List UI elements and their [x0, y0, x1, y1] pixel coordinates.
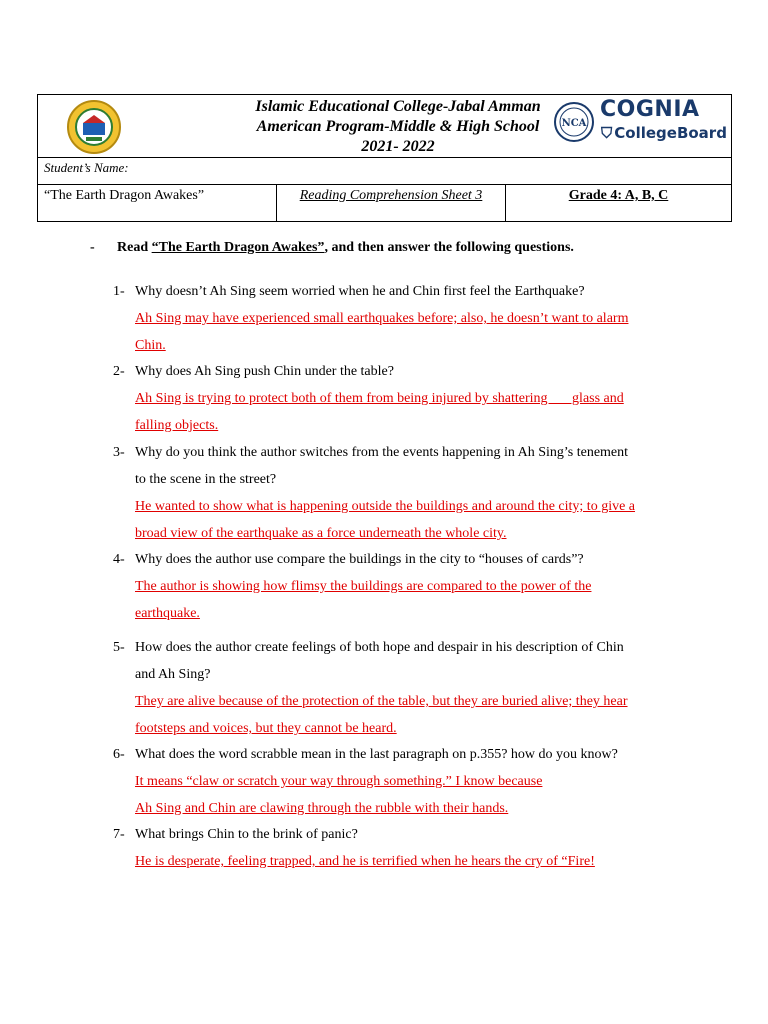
answer-text: broad view of the earthquake as a force underneath the whole city. [135, 526, 507, 541]
answer-text: Ah Sing may have experienced small earthquakes before; also, he doesn’t want to alarm [135, 311, 629, 326]
question-text: Why do you think the author switches from the events happening in Ah Sing’s tenement [135, 445, 629, 460]
school-title [208, 95, 588, 157]
question-number: 2- [113, 364, 125, 379]
question-text: Why doesn’t Ah Sing seem worried when he and Chin first feel the Earthquake? [135, 284, 585, 299]
header-logo-row [38, 95, 732, 158]
answer-text: They are alive because of the protection of the table, but they are buried alive; they hear [135, 694, 628, 709]
question-body [135, 741, 680, 822]
school-seal-icon [66, 99, 122, 155]
collegeboard-label: CollegeBoard [614, 124, 727, 142]
answer-line [135, 600, 680, 627]
answer-text: falling objects. [135, 418, 219, 433]
answer-line [135, 412, 680, 439]
student-name-label: Student’s Name: [44, 160, 129, 175]
answer-text: It means “claw or scratch your way through something.” I know because [135, 774, 543, 789]
answer-text: Ah Sing and Chin are clawing through the rubble with their hands. [135, 801, 509, 816]
question-number: 1- [113, 284, 125, 299]
answer-line [135, 848, 680, 875]
story-title: “The Earth Dragon Awakes” [38, 185, 277, 222]
answer-line [135, 688, 680, 715]
answer-line [135, 520, 680, 547]
instruction-lead: Read [117, 240, 152, 255]
answer-text: Ah Sing is trying to protect both of them from being injured by shattering glass and [135, 391, 624, 406]
answer-line [135, 385, 680, 412]
shield-icon: ⛉ [601, 124, 613, 142]
question-number: 6- [113, 747, 125, 762]
answer-line [135, 795, 680, 822]
school-year: 2021- 2022 [361, 138, 435, 155]
answer-text: earthquake. [135, 606, 200, 621]
program-name: American Program-Middle & High School [256, 118, 540, 135]
question-body [135, 821, 680, 875]
question-body [135, 546, 680, 627]
answer-text: footsteps and voices, but they cannot be heard. [135, 721, 397, 736]
instruction [90, 240, 574, 256]
student-name-row[interactable] [38, 158, 732, 185]
question-text: Why does Ah Sing push Chin under the table? [135, 364, 394, 379]
question-text: Why does the author use compare the buildings in the city to “houses of cards”? [135, 552, 584, 567]
answer-text: Chin. [135, 338, 166, 353]
question-number: 4- [113, 552, 125, 567]
answer-line [135, 715, 680, 742]
question-number: 7- [113, 827, 125, 842]
question-body [135, 439, 680, 547]
question-text: and Ah Sing? [135, 667, 211, 682]
answer-text: The author is showing how flimsy the buildings are compared to the power of the [135, 579, 592, 594]
instruction-bullet: - [90, 240, 95, 255]
question-body [135, 634, 680, 742]
instruction-story-title: “The Earth Dragon Awakes” [151, 240, 325, 255]
school-name: Islamic Educational College-Jabal Amman [255, 98, 541, 115]
header-table [37, 94, 732, 222]
sheet-title-text: Reading Comprehension Sheet 3 [299, 188, 483, 203]
answer-line [135, 768, 680, 795]
answer-line [135, 573, 680, 600]
answer-text: He is desperate, feeling trapped, and he is terrified when he hears the cry of “Fire! [135, 854, 595, 869]
answer-line [135, 305, 680, 332]
question-body [135, 278, 680, 359]
question-body [135, 358, 680, 439]
instruction-rest: , and then answer the following questions. [324, 240, 574, 255]
answer-line [135, 332, 680, 359]
cognia-logo: COGNIA [600, 97, 700, 122]
answer-line [135, 493, 680, 520]
question-text: What does the word scrabble mean in the last paragraph on p.355? how do you know? [135, 747, 618, 762]
question-text: What brings Chin to the brink of panic? [135, 827, 358, 842]
nca-label: NCA [561, 118, 587, 129]
question-number: 5- [113, 640, 125, 655]
nca-seal-icon [553, 101, 595, 143]
collegeboard-logo [601, 124, 727, 142]
grade-label: Grade 4: A, B, C [506, 185, 732, 222]
answer-text: He wanted to show what is happening outside the buildings and around the city; to give a [135, 499, 636, 514]
question-text: to the scene in the street? [135, 472, 277, 487]
sheet-title [277, 185, 506, 222]
question-text: How does the author create feelings of both hope and despair in his description of Chin [135, 640, 624, 655]
question-number: 3- [113, 445, 125, 460]
